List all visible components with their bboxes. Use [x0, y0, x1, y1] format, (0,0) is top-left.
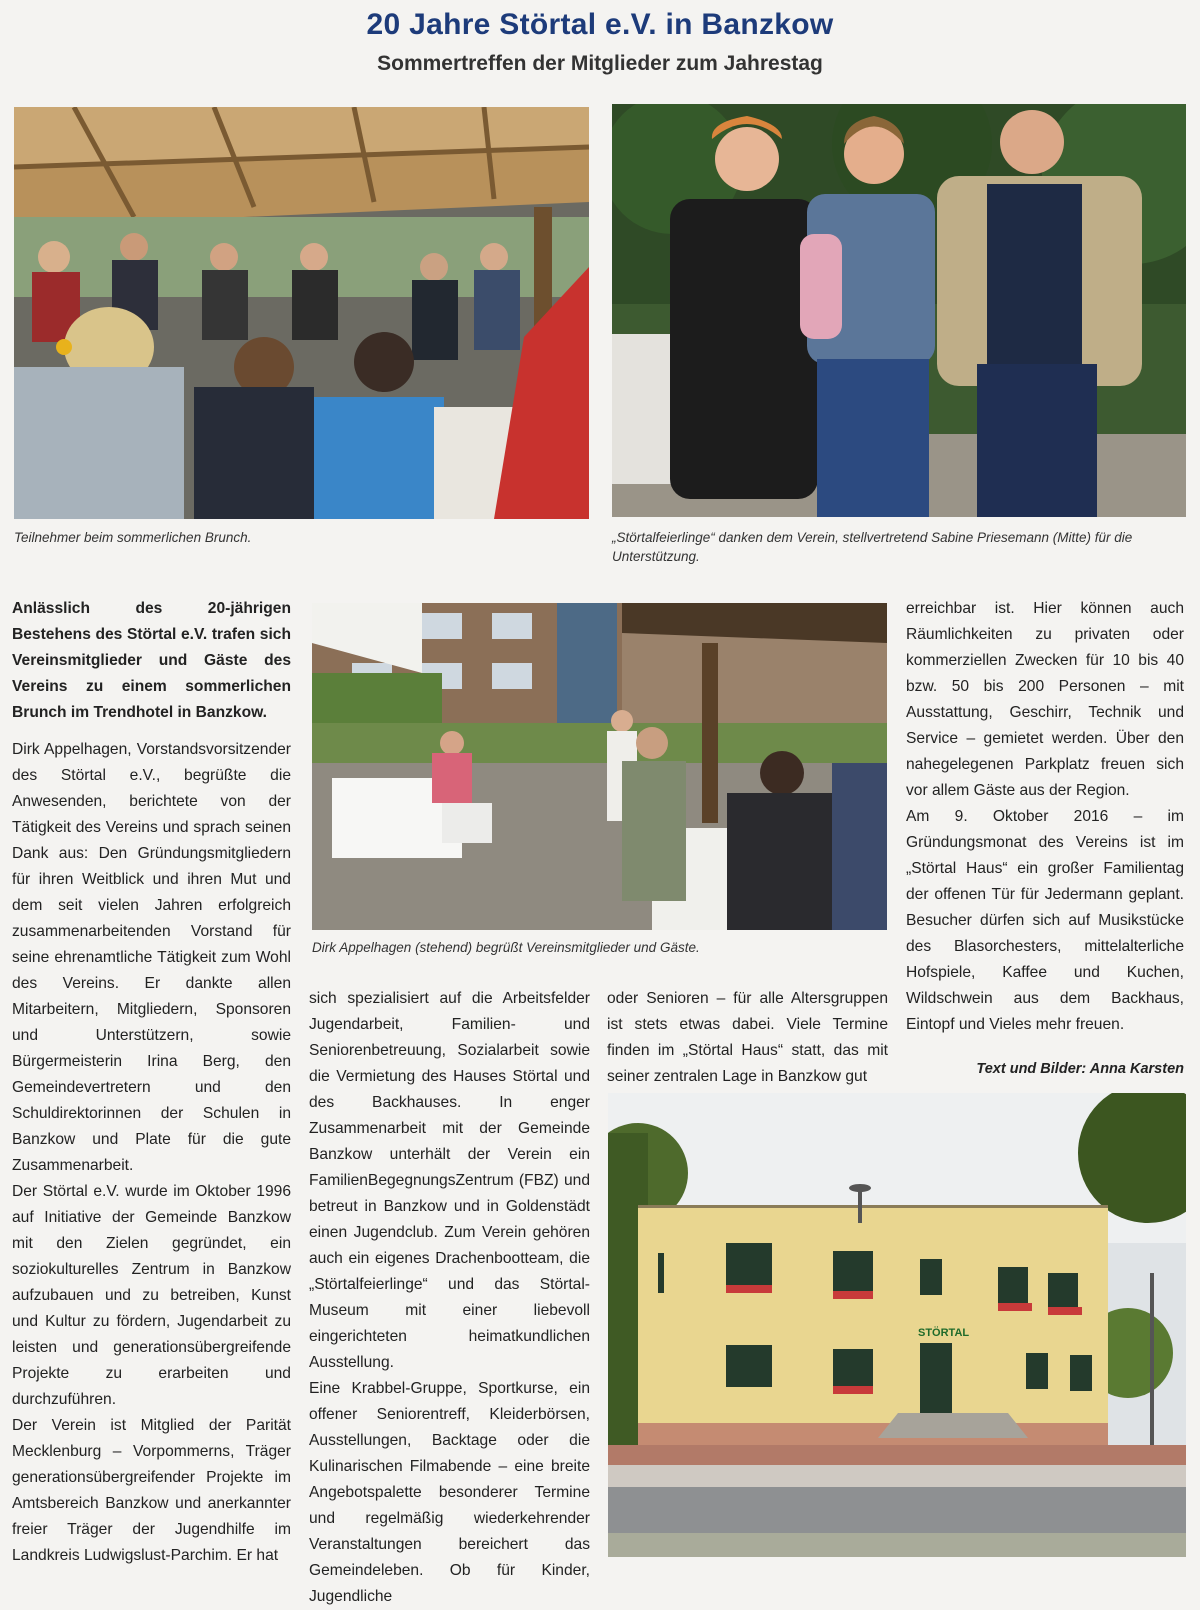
paragraph: Dirk Appelhagen, Vorstandsvorsitzender des Störtal e.V., begrüßte die Anwesenden, berichtete von der Tätigkeit des Vereins und sprach seinen Dank aus: Den Gründungsmitgliedern für ihren Weitblick und ihren Mut und dem seit vielen Jahren erfolgreich zusammenarbeitenden Vorstand für seine ehrenamtliche Tätigkeit zum Wohl des Vereins. Er dankte allen Mitarbeitern, Mitgliedern, Sponsoren und Unterstützern, sowie Bürgermeisterin Irina Berg, den Gemeindevertretern und den Schuldirektorinnen der Schulen in Banzkow und Plate für die gute Zusammenarbeit. [12, 741, 291, 1174]
article-title: 20 Jahre Störtal e.V. in Banzkow [366, 8, 834, 41]
paragraph: Der Störtal e.V. wurde im Oktober 1996 auf Initiative der Gemeinde Banzkow mit den Zielen gegründet, ein soziokulturelles Zentrum in Banzkow aufzubauen und zu betreiben, Kunst und Kultur zu fördern, Jugendarbeit zu leisten und generationsübergreifende Projekte zu erarbeiten und durchzuführen. [12, 1183, 291, 1408]
author-credit: Text und Bilder: Anna Karsten [976, 1061, 1184, 1077]
text-column-4 [906, 596, 1184, 1038]
photo-courtyard [312, 603, 887, 930]
article-lead: Anlässlich des 20-jährigen Bestehens des Störtal e.V. trafen sich Vereinsmitglieder und Gäste des Vereins zu einem sommerlichen Brunch im Trendhotel in Banzkow. [12, 600, 291, 721]
photo-brunch [14, 107, 589, 519]
paragraph: Am 9. Oktober 2016 – im Gründungsmonat des Vereins ist im „Störtal Haus“ ein großer Familientag der offenen Tür für Jedermann geplant. Besucher dürfen sich auf Musikstücke des Blasorchesters, mittelalterliche Hofspiele, Kaffee und Kuchen, Wildschwein aus dem Backhaus, Eintopf und Vieles mehr freuen. [906, 808, 1184, 1033]
text-column-3 [607, 986, 888, 1090]
caption-courtyard: Dirk Appelhagen (stehend) begrüßt Vereinsmitglieder und Gäste. [312, 940, 700, 955]
paragraph: Eine Krabbel-Gruppe, Sportkurse, ein offener Seniorentreff, Kleiderbörsen, Ausstellungen, Backtage oder die Kulinarischen Filmabende – eine breite Angebotspalette besonderer Termine und regelmäßig wiederkehrender Veranstaltungen bereichert das Gemeindeleben. Ob für Kinder, Jugendliche [309, 1380, 590, 1605]
caption-brunch: Teilnehmer beim sommerlichen Brunch. [14, 530, 252, 545]
caption-thanks: „Störtalfeierlinge“ danken dem Verein, stellvertretend Sabine Priesemann (Mitte) für die Unterstützung. [612, 530, 1133, 564]
text-column-2 [309, 986, 590, 1610]
article-subtitle: Sommertreffen der Mitglieder zum Jahrestag [377, 52, 823, 75]
paragraph: oder Senioren – für alle Altersgruppen ist stets etwas dabei. Viele Termine finden im „Störtal Haus“ statt, das mit seiner zentralen Lage in Banzkow gut [607, 990, 888, 1085]
paragraph: erreichbar ist. Hier können auch Räumlichkeiten zu privaten oder kommerziellen Zwecken für 10 bis 40 bzw. 50 bis 200 Personen – mit Ausstattung, Geschirr, Technik und Service – gemietet werden. Über den nahegelegenen Parkplatz freuen sich vor allem Gäste aus der Region. [906, 600, 1184, 799]
photo-stoertal-haus [608, 1093, 1186, 1557]
building-sign: STÖRTAL [918, 1327, 970, 1339]
photo-thanks [612, 104, 1186, 517]
text-column-1 [12, 596, 291, 1569]
paragraph: sich spezialisiert auf die Arbeitsfelder Jugendarbeit, Familien- und Seniorenbetreuung, Sozialarbeit sowie die Vermietung des Hauses Störtal und des Backhauses. In enger Zusammenarbeit mit der Gemeinde Banzkow unterhält der Verein ein FamilienBegegnungsZentrum (FBZ) und betreut in Banzkow und in Goldenstädt einen Jugendclub. Zum Verein gehören auch ein eigenes Drachenbootteam, die „Störtalfeierlinge“ und das Störtal-Museum mit einer liebevoll eingerichteten heimatkundlichen Ausstellung. [309, 990, 590, 1371]
paragraph: Der Verein ist Mitglied der Parität Mecklenburg – Vorpommerns, Träger generationsübergreifender Projekte im Amtsbereich Banzkow und anerkannter freier Träger der Jugendhilfe im Landkreis Ludwigslust-Parchim. Er hat [12, 1417, 291, 1564]
